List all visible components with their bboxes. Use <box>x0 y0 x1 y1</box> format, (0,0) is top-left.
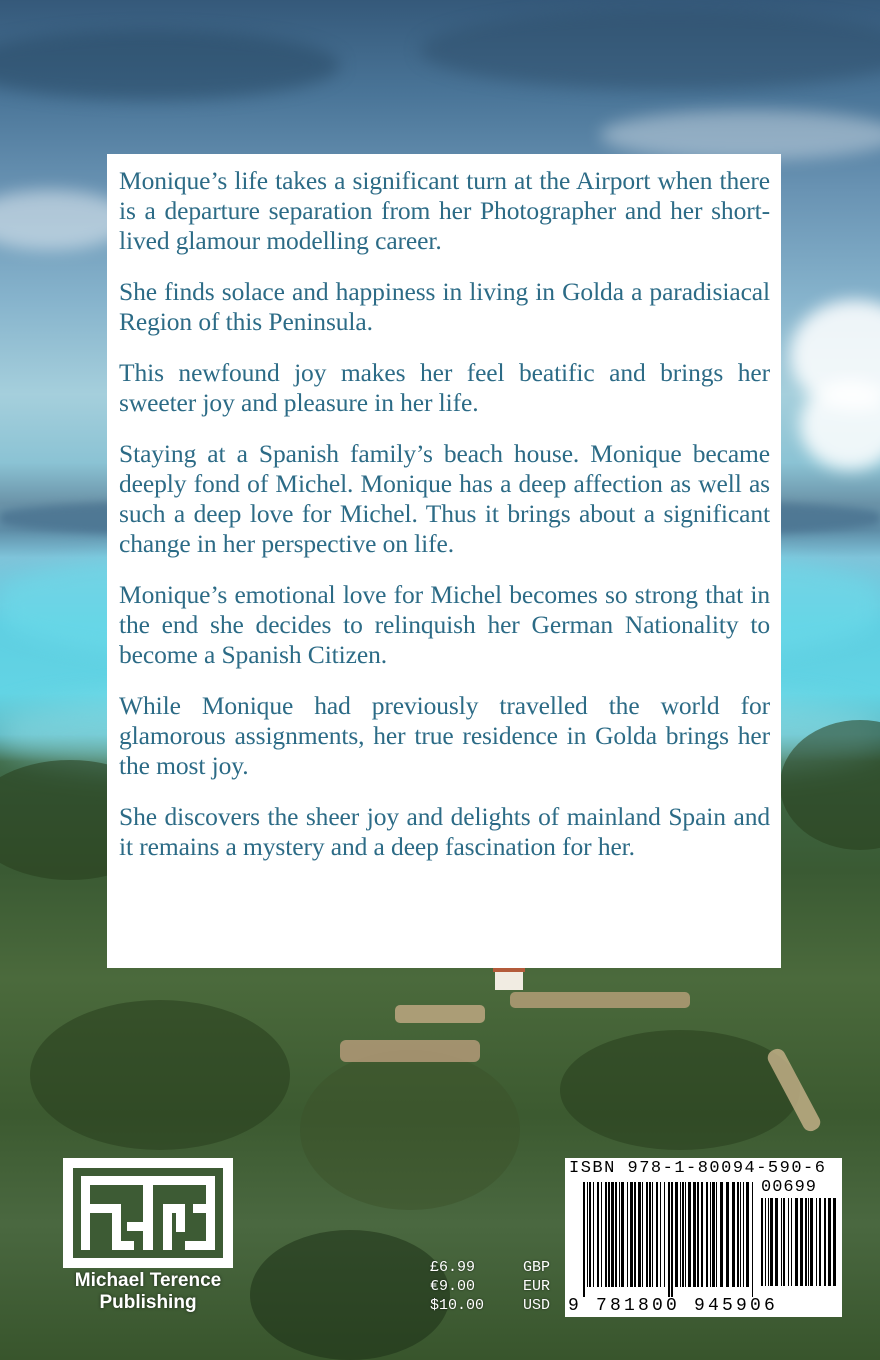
blurb-paragraph: Staying at a Spanish family’s beach house. Monique became deeply fond of Michel. Monique has a deep affection as well as such a deep love for Michel. Thus it brings about a significant change in her perspective on life. <box>119 439 770 558</box>
price-row: $10.00 USD <box>430 1297 550 1314</box>
price-row: £6.99 GBP <box>430 1259 550 1276</box>
blurb-paragraph: While Monique had previously travelled the world for glamorous assignments, her true residence in Golda brings her the most joy. <box>119 691 770 780</box>
publisher-name: Michael Terence Publishing <box>74 1270 222 1313</box>
blurb-paragraph: Monique’s life takes a significant turn at the Airport when there is a departure separation from her Photographer and her short-lived glamour modelling career. <box>119 166 770 255</box>
publisher-block <box>58 1158 238 1318</box>
blurb-paragraph: She discovers the sheer joy and delights of mainland Spain and it remains a mystery and a deep fascination for her. <box>119 802 770 861</box>
blurb-panel <box>107 154 781 968</box>
blurb-paragraph: Monique’s emotional love for Michel becomes so strong that in the end she decides to relinquish her German Nationality to become a Spanish Citizen. <box>119 580 770 669</box>
blurb-paragraph: This newfound joy makes her feel beatific and brings her sweeter joy and pleasure in her life. <box>119 358 770 417</box>
ean-digits: 9 781800 945906 <box>568 1296 779 1316</box>
isbn-barcode <box>565 1158 842 1317</box>
price-list <box>430 1258 550 1315</box>
isbn-number: ISBN 978-1-80094-590-6 <box>569 1159 827 1178</box>
barcode-bars <box>583 1182 755 1297</box>
price-row: €9.00 EUR <box>430 1278 550 1295</box>
barcode-addon-bars <box>761 1198 837 1296</box>
meander-logo-icon <box>63 1158 233 1268</box>
blurb-paragraph: She finds solace and happiness in living in Golda a paradisiacal Region of this Peninsula. <box>119 277 770 336</box>
price-code: 00699 <box>761 1178 818 1197</box>
